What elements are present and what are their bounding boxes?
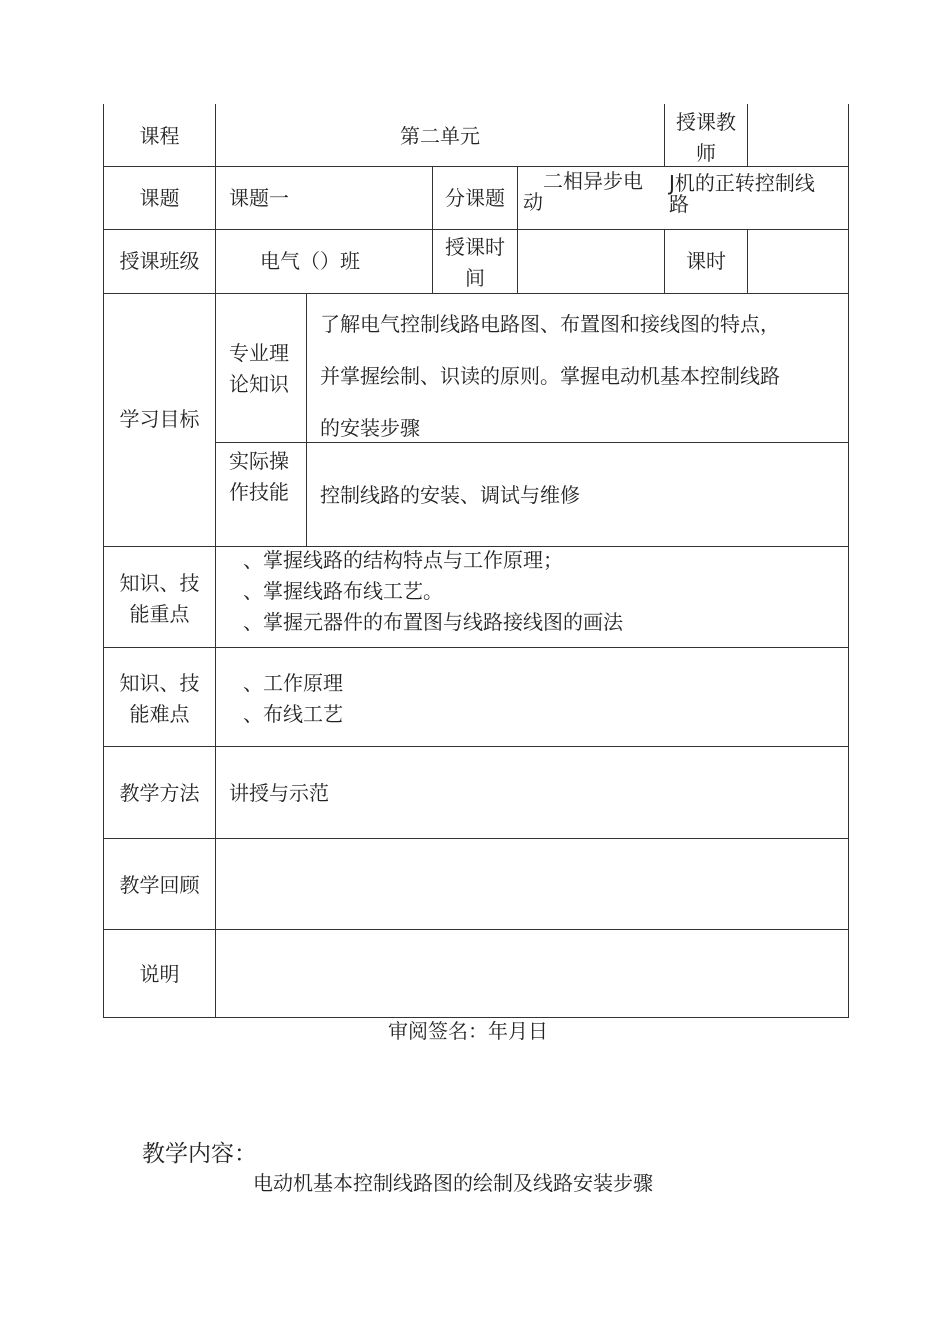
review-label: 教学回顾 [119, 873, 200, 897]
teacher-value [748, 105, 848, 166]
difficulty-label: 知识、技 能难点 [119, 671, 200, 726]
list-item: 、布线工艺 [243, 702, 343, 726]
theory-text: 了解电气控制线路电路图、布置图和接线图的特点， 并掌握绘制、识读的原则。掌握电动机基本控制线路 的安装步骤 [320, 312, 780, 440]
subtopic-value-a: 二相异步电 动 [523, 169, 643, 214]
list-item: 、工作原理 [243, 671, 343, 695]
subtopic-value-b: J机的正转控制线 路 [669, 171, 815, 216]
topic-label: 课题 [139, 186, 180, 210]
key-points-list [243, 545, 623, 638]
key-points-label: 知识、技 能重点 [119, 571, 200, 626]
content-subtitle: 电动机基本控制线路图的绘制及线路安装步骤 [253, 1171, 653, 1195]
list-item: 、掌握线路布线工艺。 [243, 579, 443, 603]
teacher-label: 授课教 师 [676, 110, 736, 165]
table-rule [848, 104, 849, 1018]
skill-value: 控制线路的安装、调试与维修 [320, 483, 580, 507]
method-label: 教学方法 [119, 781, 200, 805]
difficulty-list [243, 668, 343, 730]
time-label: 授课时 间 [445, 235, 505, 290]
list-item: 、掌握线路的结构特点与工作原理； [243, 548, 563, 572]
skill-label: 实际操 作技能 [229, 449, 289, 504]
signature-line: 审阅签名：年月日 [388, 1019, 548, 1043]
class-value: 电气（）班 [260, 249, 360, 273]
note-label: 说明 [139, 962, 180, 986]
subtopic-label: 分课题 [445, 186, 505, 210]
list-item: 、掌握元器件的布置图与线路接线图的画法 [243, 610, 623, 634]
table-rule [306, 293, 307, 546]
class-label: 授课班级 [119, 249, 200, 273]
content-heading: 教学内容： [142, 1141, 257, 1167]
goals-label: 学习目标 [119, 407, 200, 431]
table-rule [215, 104, 216, 1018]
theory-label: 专业理 论知识 [229, 341, 289, 396]
hours-value [748, 230, 848, 293]
hours-label: 课时 [686, 249, 726, 273]
method-value: 讲授与示范 [229, 781, 329, 805]
course-label: 课程 [139, 124, 180, 148]
topic-value: 课题一 [229, 186, 289, 210]
time-value [518, 230, 664, 293]
course-value: 第二单元 [400, 124, 480, 148]
